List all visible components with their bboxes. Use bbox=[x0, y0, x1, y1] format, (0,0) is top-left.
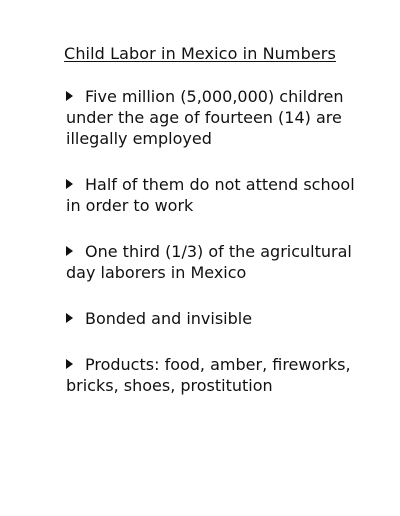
triangle-right-icon bbox=[66, 91, 73, 101]
triangle-right-icon bbox=[66, 246, 73, 256]
page-title: Child Labor in Mexico in Numbers bbox=[64, 44, 336, 63]
triangle-right-icon bbox=[66, 313, 73, 323]
triangle-right-icon bbox=[66, 179, 73, 189]
triangle-right-icon bbox=[66, 359, 73, 369]
bullet-text: One third (1/3) of the agricultural day laborers in Mexico bbox=[66, 242, 352, 282]
bullet-text: Products: food, amber, fireworks, bricks, shoes, prostitution bbox=[66, 355, 351, 395]
bullet-text: Half of them do not attend school in order to work bbox=[66, 175, 355, 215]
bullet-item bbox=[66, 241, 366, 283]
bullet-text: Five million (5,000,000) children under the age of fourteen (14) are illegally employed bbox=[66, 87, 344, 148]
bullet-item bbox=[66, 308, 366, 329]
bullet-text: Bonded and invisible bbox=[85, 309, 253, 328]
bullet-list bbox=[66, 86, 366, 421]
bullet-item bbox=[66, 86, 366, 149]
bullet-item bbox=[66, 354, 366, 396]
bullet-item bbox=[66, 174, 366, 216]
